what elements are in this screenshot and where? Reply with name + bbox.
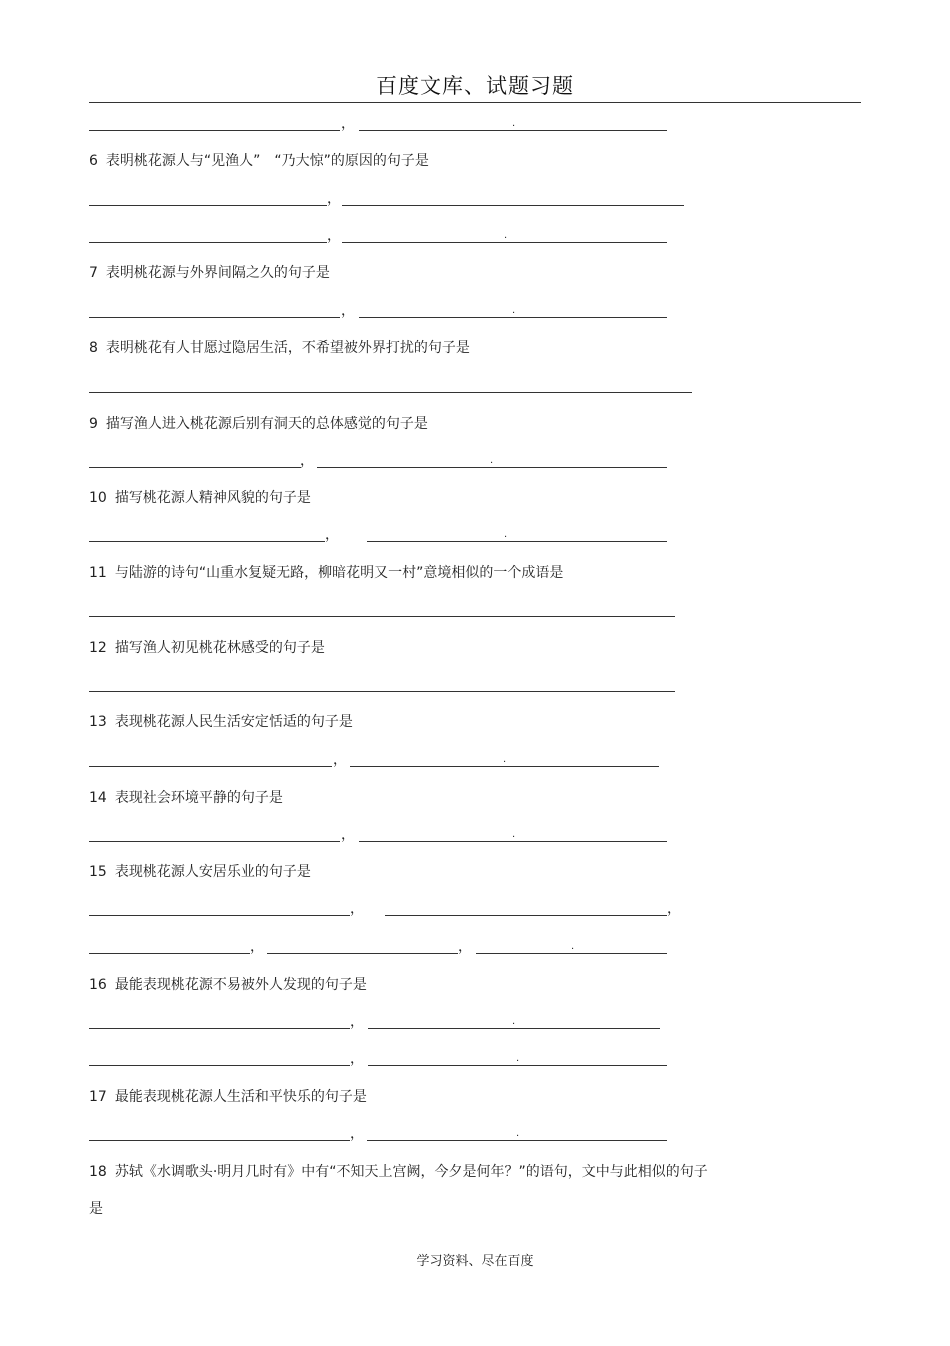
comma: ， (327, 191, 341, 207)
question-16: 16 最能表现桃花源不易被外人发现的句子是 (89, 977, 367, 993)
answer-blank[interactable] (89, 205, 327, 206)
comma: ， (250, 939, 264, 955)
period: . (504, 529, 508, 540)
period: . (571, 941, 575, 952)
period: . (512, 305, 516, 316)
answer-blank[interactable] (476, 953, 667, 954)
question-6: 6 表明桃花源人与“见渔人” “乃大惊”的原因的句子是 (89, 153, 429, 169)
question-18: 18 苏轼《水调歌头·明月几时有》中有“不知天上宫阙，今夕是何年？”的语句，文中与此相似的句子 (89, 1164, 708, 1180)
period: . (516, 1053, 520, 1064)
comma: ， (341, 303, 355, 319)
answer-blank[interactable] (359, 130, 667, 131)
answer-blank[interactable] (89, 1065, 350, 1066)
comma: ， (350, 1126, 364, 1142)
question-8: 8 表明桃花有人甘愿过隐居生活，不希望被外界打扰的句子是 (89, 340, 470, 356)
answer-blank[interactable] (89, 467, 301, 468)
page-footer: 学习资料、尽在百度 (416, 1254, 534, 1269)
question-9: 9 描写渔人进入桃花源后别有洞天的总体感觉的句子是 (89, 416, 428, 432)
comma: ， (341, 827, 355, 843)
answer-blank[interactable] (89, 691, 675, 692)
comma: ， (325, 527, 339, 543)
answer-blank[interactable] (367, 541, 667, 542)
answer-blank[interactable] (89, 1028, 350, 1029)
answer-blank[interactable] (368, 1065, 667, 1066)
question-14: 14 表现社会环境平静的句子是 (89, 790, 283, 806)
answer-blank[interactable] (385, 915, 667, 916)
comma: ， (300, 453, 314, 469)
comma: ， (350, 1051, 364, 1067)
question-15: 15 表现桃花源人安居乐业的句子是 (89, 864, 311, 880)
answer-blank[interactable] (367, 1140, 667, 1141)
comma: ， (333, 752, 347, 768)
period: . (504, 230, 508, 241)
answer-blank[interactable] (359, 317, 667, 318)
answer-blank[interactable] (89, 392, 692, 393)
period: . (512, 1016, 516, 1027)
answer-blank[interactable] (89, 242, 327, 243)
answer-blank[interactable] (350, 766, 659, 767)
answer-blank[interactable] (267, 953, 458, 954)
question-12: 12 描写渔人初见桃花林感受的句子是 (89, 640, 325, 656)
comma: ， (350, 901, 364, 917)
question-13: 13 表现桃花源人民生活安定恬适的句子是 (89, 714, 353, 730)
question-18-continuation: 是 (89, 1201, 103, 1217)
answer-blank[interactable] (342, 242, 667, 243)
answer-blank[interactable] (89, 841, 340, 842)
answer-blank[interactable] (89, 541, 325, 542)
answer-blank[interactable] (89, 1140, 350, 1141)
answer-blank[interactable] (368, 1028, 660, 1029)
answer-blank[interactable] (317, 467, 667, 468)
comma: ， (458, 939, 472, 955)
question-11: 11 与陆游的诗句“山重水复疑无路，柳暗花明又一村”意境相似的一个成语是 (89, 565, 564, 581)
period: . (512, 118, 516, 129)
comma: ， (327, 228, 341, 244)
question-7: 7 表明桃花源与外界间隔之久的句子是 (89, 265, 330, 281)
answer-blank[interactable] (359, 841, 667, 842)
period: . (512, 829, 516, 840)
answer-blank[interactable] (89, 766, 332, 767)
comma: ， (350, 1014, 364, 1030)
answer-blank[interactable] (89, 915, 350, 916)
answer-blank[interactable] (89, 953, 250, 954)
answer-blank[interactable] (89, 317, 340, 318)
answer-blank[interactable] (342, 205, 684, 206)
question-17: 17 最能表现桃花源人生活和平快乐的句子是 (89, 1089, 367, 1105)
period: . (503, 754, 507, 765)
period: . (516, 1128, 520, 1139)
page-title: 百度文库、试题习题 (376, 74, 574, 98)
answer-blank[interactable] (89, 130, 340, 131)
header-divider (89, 102, 861, 103)
comma: ， (341, 116, 355, 132)
question-10: 10 描写桃花源人精神风貌的句子是 (89, 490, 311, 506)
period: . (490, 455, 494, 466)
answer-blank[interactable] (89, 616, 675, 617)
comma: ， (667, 901, 681, 917)
